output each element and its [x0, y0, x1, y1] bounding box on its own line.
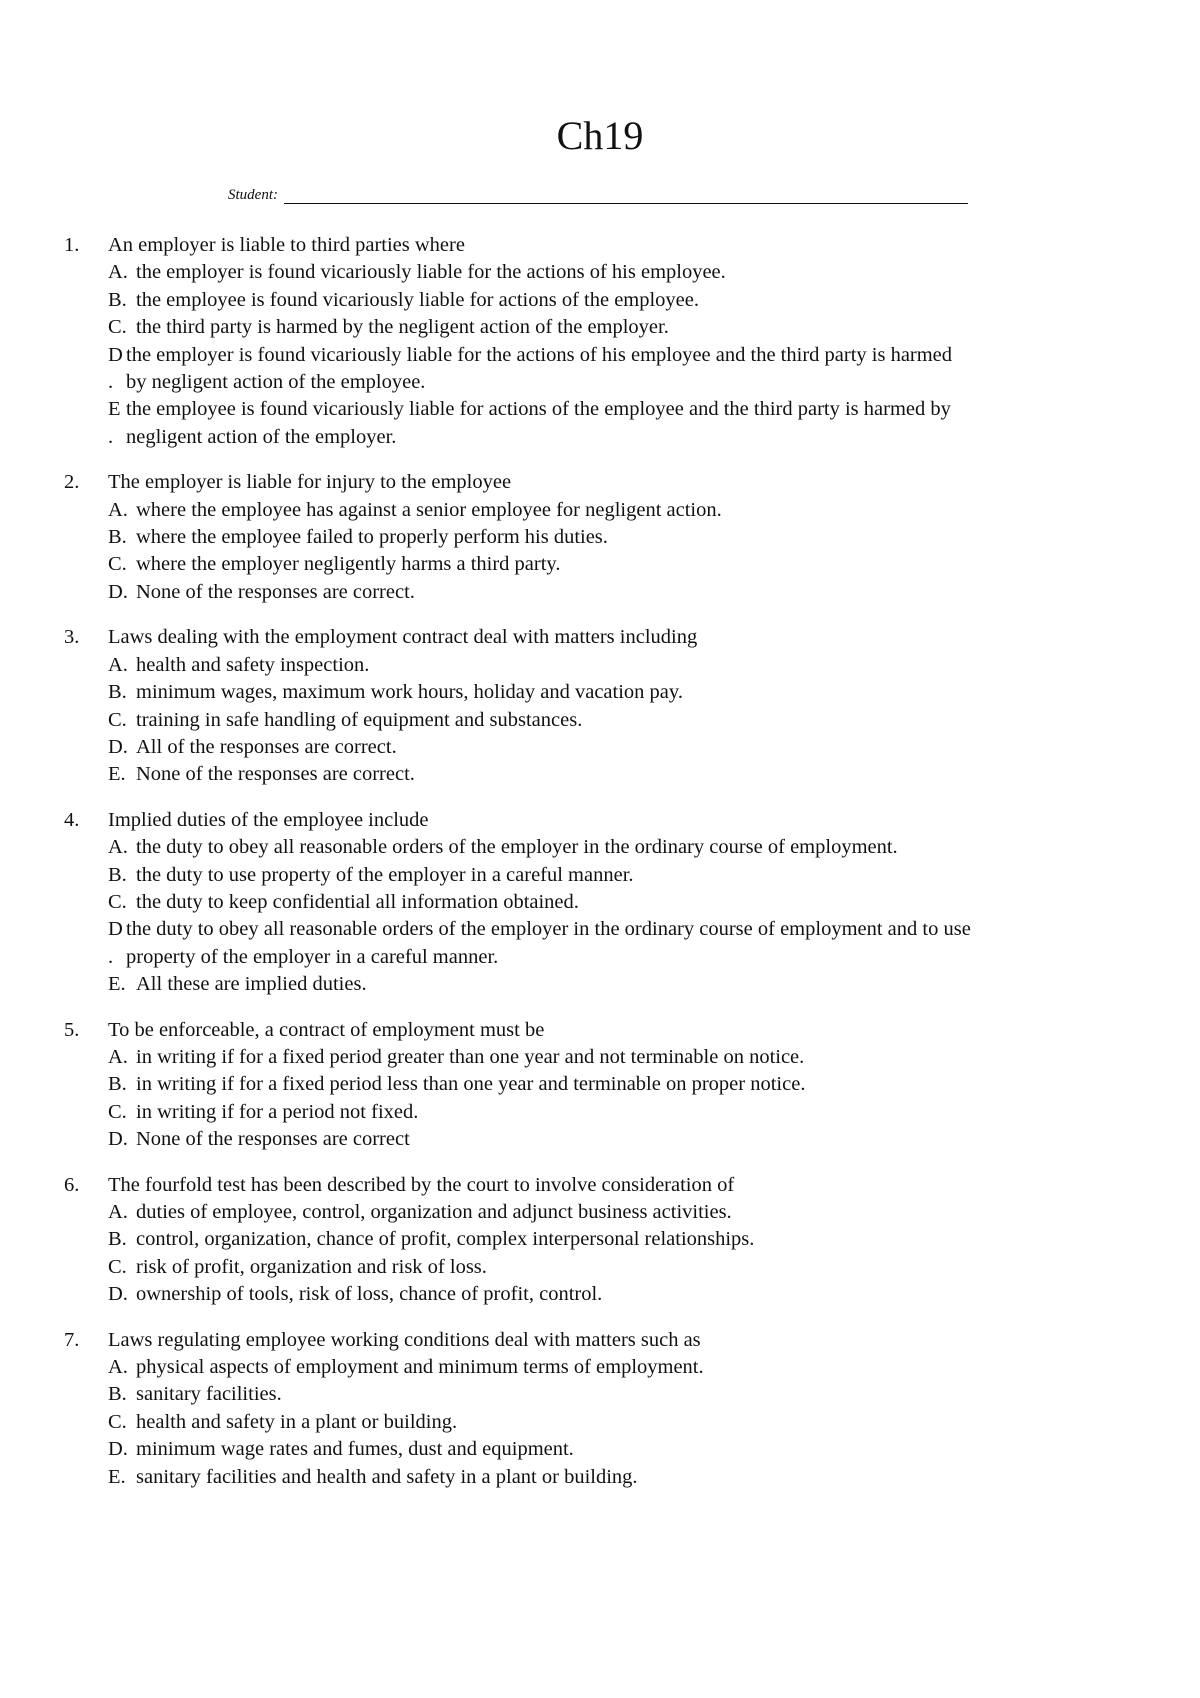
question-2: [64, 469, 1144, 606]
answer-option: [64, 834, 1144, 861]
answer-option: [64, 1254, 1144, 1281]
option-letter: A.: [108, 836, 128, 859]
option-text: where the employee has against a senior employee for negligent action.: [136, 498, 722, 521]
question-number: 6.: [64, 1173, 80, 1196]
option-letter-dot: .: [108, 945, 114, 968]
option-text: minimum wage rates and fumes, dust and equipment.: [136, 1438, 574, 1461]
answer-option: [64, 287, 1144, 314]
option-text: the employee is found vicariously liable for actions of the employee and the third party is harmed by: [126, 398, 951, 421]
answer-option: [64, 679, 1144, 706]
option-text: duties of employee, control, organization and adjunct business activities.: [136, 1201, 732, 1223]
option-letter: A.: [108, 261, 128, 284]
option-text: control, organization, chance of profit, complex interpersonal relationships.: [136, 1228, 755, 1251]
answer-option: [64, 342, 1144, 369]
option-text: the employer is found vicariously liable for the actions of his employee and the third party is harmed: [126, 343, 953, 366]
answer-option: [64, 1199, 1144, 1226]
answer-option: [64, 707, 1144, 734]
question-4: [64, 807, 1144, 999]
answer-option: [64, 1071, 1144, 1098]
option-letter: D.: [108, 1283, 128, 1306]
option-text: where the employer negligently harms a third party.: [136, 553, 561, 576]
option-letter: E.: [108, 973, 126, 996]
option-letter: D: [108, 343, 123, 366]
question-stem: [64, 232, 1144, 259]
answer-option: [64, 579, 1144, 606]
page-title: Ch19: [556, 113, 644, 158]
question-text: The fourfold test has been described by the court to involve consideration of: [108, 1173, 735, 1196]
question-text: The employer is liable for injury to the employee: [108, 471, 512, 494]
question-number: 2.: [64, 471, 80, 494]
option-letter: D.: [108, 1128, 128, 1151]
answer-option: [64, 314, 1144, 341]
option-text: in writing if for a fixed period greater than one year and not terminable on notice.: [136, 1045, 805, 1068]
option-text: the duty to obey all reasonable orders of the employer in the ordinary course of employment and to use: [126, 918, 971, 941]
option-letter: A.: [108, 1045, 128, 1068]
answer-option-continued: [64, 369, 1144, 396]
option-letter: A.: [108, 1356, 128, 1379]
answer-option: [64, 971, 1144, 998]
question-text: Laws regulating employee working conditions deal with matters such as: [108, 1328, 701, 1351]
question-text: To be enforceable, a contract of employment must be: [108, 1018, 545, 1041]
option-text: All of the responses are correct.: [136, 735, 397, 758]
option-letter: B.: [108, 1383, 127, 1406]
answer-option: [64, 1381, 1144, 1408]
answer-option: [64, 1099, 1144, 1126]
option-text: health and safety in a plant or building.: [136, 1410, 458, 1433]
answer-option: [64, 551, 1144, 578]
option-text: the third party is harmed by the negligent action of the employer.: [136, 316, 669, 339]
question-text: An employer is liable to third parties where: [108, 234, 465, 256]
option-text: where the employee failed to properly perform his duties.: [136, 526, 608, 549]
option-letter: D.: [108, 1438, 128, 1461]
question-number: 7.: [64, 1328, 80, 1351]
answer-option: [64, 1464, 1144, 1491]
option-letter: C.: [108, 1100, 127, 1123]
option-letter: C.: [108, 708, 127, 731]
option-text: None of the responses are correct.: [136, 580, 415, 603]
option-text: health and safety inspection.: [136, 653, 370, 676]
question-list: [64, 232, 1144, 1509]
option-text-continued: property of the employer in a careful manner.: [126, 945, 499, 968]
option-text: ownership of tools, risk of loss, chance of profit, control.: [136, 1283, 603, 1306]
question-3: [64, 624, 1144, 788]
option-letter: C.: [108, 316, 127, 339]
question-number: 5.: [64, 1018, 80, 1041]
answer-option: [64, 1126, 1144, 1153]
question-number: 3.: [64, 626, 80, 649]
option-letter: B.: [108, 288, 127, 311]
option-letter-dot: .: [108, 425, 114, 448]
option-letter-dot: .: [108, 371, 114, 394]
option-letter: C.: [108, 890, 127, 913]
answer-option-continued: [64, 424, 1144, 451]
option-text: the employee is found vicariously liable for actions of the employee.: [136, 288, 700, 311]
answer-option: [64, 1281, 1144, 1308]
question-5: [64, 1017, 1144, 1154]
option-text: risk of profit, organization and risk of loss.: [136, 1255, 487, 1278]
question-text: Implied duties of the employee include: [108, 808, 429, 831]
question-text: Laws dealing with the employment contract deal with matters including: [108, 626, 698, 649]
answer-option: [64, 889, 1144, 916]
answer-option: [64, 1226, 1144, 1253]
option-letter: B.: [108, 1073, 127, 1096]
option-letter: A.: [108, 1201, 128, 1223]
answer-option: [64, 916, 1144, 943]
option-text: the duty to obey all reasonable orders of the employer in the ordinary course of employment.: [136, 836, 898, 859]
question-stem: [64, 1172, 1144, 1199]
option-text-continued: by negligent action of the employee.: [126, 371, 426, 394]
option-text-continued: negligent action of the employer.: [126, 425, 397, 448]
question-6: [64, 1172, 1144, 1309]
option-letter: D.: [108, 735, 128, 758]
question-stem: [64, 1327, 1144, 1354]
answer-option: [64, 1436, 1144, 1463]
option-text: the duty to use property of the employer in a careful manner.: [136, 863, 634, 886]
answer-option: [64, 734, 1144, 761]
option-text: None of the responses are correct.: [136, 763, 415, 786]
option-letter: C.: [108, 1410, 127, 1433]
option-letter: A.: [108, 653, 128, 676]
question-number: 1.: [64, 234, 80, 256]
answer-option: [64, 652, 1144, 679]
option-text: the duty to keep confidential all information obtained.: [136, 890, 579, 913]
answer-option: [64, 862, 1144, 889]
option-letter: E: [108, 398, 121, 421]
answer-option: [64, 1354, 1144, 1381]
option-text: physical aspects of employment and minimum terms of employment.: [136, 1356, 704, 1379]
student-name-row: [228, 186, 968, 204]
question-stem: [64, 624, 1144, 651]
option-text: minimum wages, maximum work hours, holiday and vacation pay.: [136, 681, 683, 704]
option-text: in writing if for a period not fixed.: [136, 1100, 419, 1123]
option-letter: B.: [108, 1228, 127, 1251]
option-letter: C.: [108, 553, 127, 576]
question-7: [64, 1327, 1144, 1491]
answer-option: [64, 1044, 1144, 1071]
option-text: in writing if for a fixed period less than one year and terminable on proper notice.: [136, 1073, 806, 1096]
option-letter: E.: [108, 1465, 126, 1488]
question-1: [64, 232, 1144, 451]
option-letter: A.: [108, 498, 128, 521]
question-number: 4.: [64, 808, 80, 831]
option-text: training in safe handling of equipment and substances.: [136, 708, 583, 731]
answer-option: [64, 761, 1144, 788]
option-text: sanitary facilities and health and safety in a plant or building.: [136, 1465, 638, 1488]
option-text: All these are implied duties.: [136, 973, 367, 996]
answer-option: [64, 524, 1144, 551]
student-label: Student:: [228, 187, 278, 203]
option-text: sanitary facilities.: [136, 1383, 282, 1406]
question-stem: [64, 469, 1144, 496]
option-letter: C.: [108, 1255, 127, 1278]
option-letter: B.: [108, 863, 127, 886]
question-stem: [64, 1017, 1144, 1044]
option-letter: B.: [108, 526, 127, 549]
option-letter: E.: [108, 763, 126, 786]
question-stem: [64, 807, 1144, 834]
answer-option: [64, 259, 1144, 286]
option-letter: B.: [108, 681, 127, 704]
answer-option: [64, 396, 1144, 423]
option-letter: D: [108, 918, 123, 941]
option-text: the employer is found vicariously liable for the actions of his employee.: [136, 261, 726, 284]
answer-option-continued: [64, 944, 1144, 971]
answer-option: [64, 1409, 1144, 1436]
option-text: None of the responses are correct: [136, 1128, 410, 1151]
option-letter: D.: [108, 580, 128, 603]
student-name-blank[interactable]: [284, 189, 968, 204]
answer-option: [64, 497, 1144, 524]
